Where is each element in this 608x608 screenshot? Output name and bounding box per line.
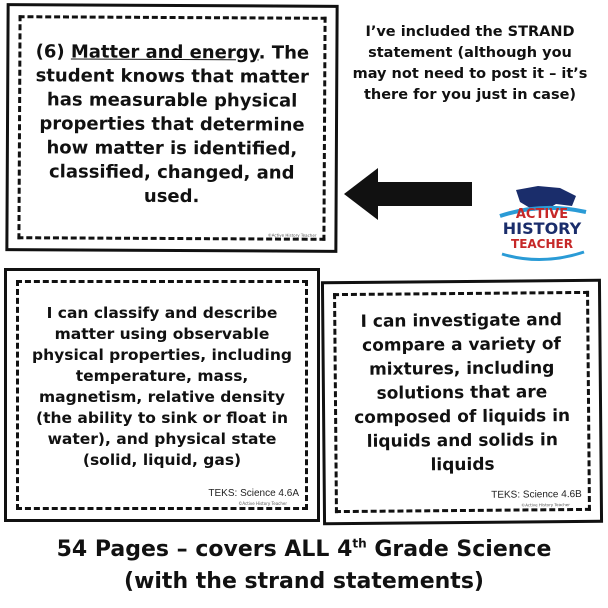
strand-card [5, 3, 338, 253]
strand-title: Matter and energy [70, 41, 259, 64]
card-classify-matter [4, 268, 320, 522]
caption-line2: (with the strand statements) [124, 569, 484, 594]
credit-text: ©Active History Teacher [521, 502, 570, 508]
teks-label: TEKS: Science 4.6B [491, 488, 582, 501]
left-arrow-icon [344, 168, 474, 220]
card-investigate-mixtures [321, 279, 603, 525]
strand-statement: The student knows that matter has measurable physical properties that determine how matter is identified, classified, changed, and used. [35, 42, 310, 208]
card-text: I can classify and describe matter using observable physical properties, including temperature, mass, magnetism, relative density (the ability to sink or float in water), and physical state (solid, liquid, gas) [32, 304, 292, 469]
caption-line1-sup: th [352, 536, 367, 551]
active-history-teacher-logo [486, 182, 598, 268]
strand-number: (6) [35, 41, 65, 63]
note-text: I’ve included the STRAND statement (although you may not need to post it – it’s there for you just in case) [352, 24, 588, 103]
caption [0, 534, 608, 598]
teks-label: TEKS: Science 4.6A [208, 488, 299, 499]
caption-line1-suffix: Grade Science [366, 537, 552, 562]
strand-text [9, 40, 336, 210]
caption-line1-prefix: 54 Pages – covers ALL 4 [56, 537, 353, 562]
caption-line1 [0, 534, 608, 566]
logo-line3: TEACHER [511, 237, 573, 251]
credit-text: ©Active History Teacher [238, 501, 287, 506]
logo-line2: HISTORY [502, 219, 582, 238]
strand-title-punct: . [258, 42, 266, 64]
credit-text: ©Active History Teacher [267, 232, 317, 238]
logo-line1: ACTIVE [515, 207, 569, 222]
card-text: I can investigate and compare a variety of mixtures, including solutions that are composed of liquids in liquids and solids in liquids [354, 310, 571, 476]
